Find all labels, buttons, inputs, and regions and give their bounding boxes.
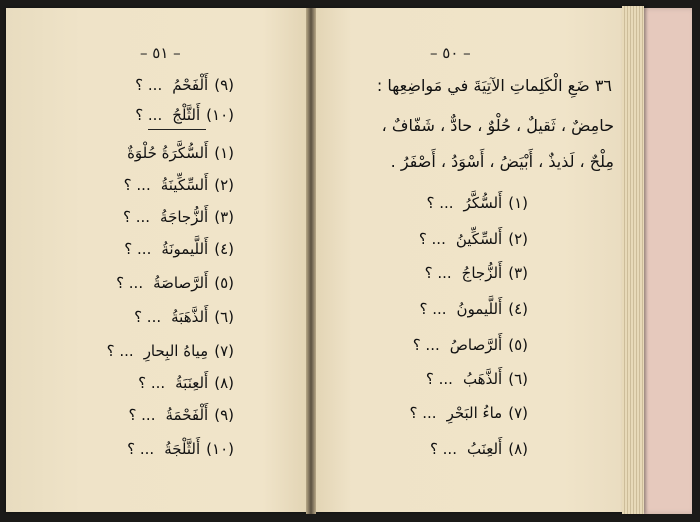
exercise-item	[116, 274, 234, 292]
item-word: أَلذَّهَبَةُ	[171, 308, 209, 326]
item-number: (٦)	[214, 308, 234, 326]
item-blank: ... ؟	[138, 374, 166, 392]
right-page-number: – ٥٠ –	[430, 44, 471, 62]
page-edges	[622, 6, 644, 514]
item-number: (٤)	[508, 300, 528, 318]
exercise-item	[419, 230, 528, 248]
item-word: أَلزُّجاجُ	[461, 264, 503, 282]
item-number: (٥)	[214, 274, 234, 292]
item-word: أَلرَّصاصَةُ	[153, 274, 209, 292]
item-number: (٢)	[214, 176, 234, 194]
item-number: (٧)	[214, 342, 234, 360]
item-blank: ... ؟	[426, 194, 454, 212]
item-number: (٣)	[508, 264, 528, 282]
item-word: أَلسِّكِّينَةُ	[160, 176, 209, 194]
item-word: أَلعِنَبَةُ	[175, 374, 209, 392]
exercise-instruction: ٣٦ ضَعِ الْكَلِماتِ الآتِيَةَ في مَواضِعِها :	[376, 76, 612, 95]
exercise-item	[138, 374, 234, 392]
item-word: أَلْفَحْمَةُ	[165, 406, 209, 424]
exercise-item	[426, 370, 528, 388]
item-blank: ... ؟	[134, 308, 162, 326]
exercise-item	[135, 106, 234, 124]
item-word: أَلثَّلْجَةُ	[164, 440, 201, 458]
item-word: أَلزُّجاجَةُ	[160, 208, 209, 226]
book-gutter	[306, 8, 316, 514]
exercise-item	[128, 406, 234, 424]
exercise-item	[124, 176, 234, 194]
left-page-number: – ٥١ –	[140, 44, 181, 62]
item-word: أَلثَّلْجُ	[172, 106, 201, 124]
item-blank: ... ؟	[429, 440, 457, 458]
item-word: أَلرَّصاصُ	[449, 336, 503, 354]
pink-card-behind	[640, 8, 692, 514]
exercise-item	[124, 240, 234, 258]
item-blank: ... ؟	[135, 76, 163, 94]
exercise-item	[135, 76, 234, 94]
item-blank: ... ؟	[424, 264, 452, 282]
item-blank: ... ؟	[419, 300, 447, 318]
item-number: (١)	[214, 144, 234, 162]
word-bank-line-1: حامِضٌ ، ثَقيلٌ ، حُلْوٌ ، حادٌّ ، شَفّافٌ ،	[381, 116, 614, 135]
item-number: (٤)	[214, 240, 234, 258]
exercise-item	[420, 300, 529, 318]
item-word: أَلسِّكِّينُ	[455, 230, 503, 248]
exercise-item	[410, 404, 528, 422]
item-blank: ... ؟	[412, 336, 440, 354]
item-number: (١٠)	[206, 106, 234, 124]
item-blank: ... ؟	[106, 342, 134, 360]
exercise-item	[127, 440, 234, 458]
item-number: (٢)	[508, 230, 528, 248]
item-blank: ... ؟	[127, 440, 155, 458]
item-number: (٩)	[214, 406, 234, 424]
exercise-item	[123, 208, 234, 226]
item-number: (٨)	[508, 440, 528, 458]
item-number: (٦)	[508, 370, 528, 388]
exercise-item	[107, 342, 234, 360]
item-blank: ... ؟	[124, 240, 152, 258]
item-word: أَللَّيمونَةُ	[161, 240, 209, 258]
item-word: أَلسُّكَّرُ	[463, 194, 503, 212]
item-word: ماءُ البَحْرِ	[446, 404, 503, 422]
item-word: أَلعِنَبُ	[466, 440, 503, 458]
exercise-item	[117, 144, 234, 162]
item-blank: ... ؟	[135, 106, 163, 124]
item-number: (٩)	[214, 76, 234, 94]
item-word: مِياهُ البِحارِ	[143, 342, 209, 360]
section-divider	[148, 129, 206, 130]
item-blank: ... ؟	[123, 176, 151, 194]
item-number: (١)	[508, 194, 528, 212]
item-blank: ... ؟	[123, 208, 151, 226]
item-word: أَلذَّهَبُ	[462, 370, 503, 388]
item-blank: ... ؟	[116, 274, 144, 292]
exercise-item	[134, 308, 234, 326]
item-word: أَلْفَحْمُ	[172, 76, 209, 94]
item-word: أَلسُّكَّرَةُ حُلْوَةٌ	[127, 144, 209, 162]
item-number: (٧)	[508, 404, 528, 422]
item-number: (٥)	[508, 336, 528, 354]
item-word: أَللَّيمونُ	[456, 300, 503, 318]
item-number: (١٠)	[206, 440, 234, 458]
item-blank: ... ؟	[409, 404, 437, 422]
item-number: (٨)	[214, 374, 234, 392]
exercise-item	[426, 194, 528, 212]
exercise-item	[425, 264, 528, 282]
item-blank: ... ؟	[418, 230, 446, 248]
exercise-item	[413, 336, 528, 354]
item-blank: ... ؟	[128, 406, 156, 424]
item-blank: ... ؟	[425, 370, 453, 388]
exercise-item	[430, 440, 528, 458]
item-number: (٣)	[214, 208, 234, 226]
word-bank-line-2: مِلْحٌ ، لَذيذٌ ، أَبْيَضُ ، أَسْوَدُ ، أَصْفَرُ .	[390, 152, 614, 171]
